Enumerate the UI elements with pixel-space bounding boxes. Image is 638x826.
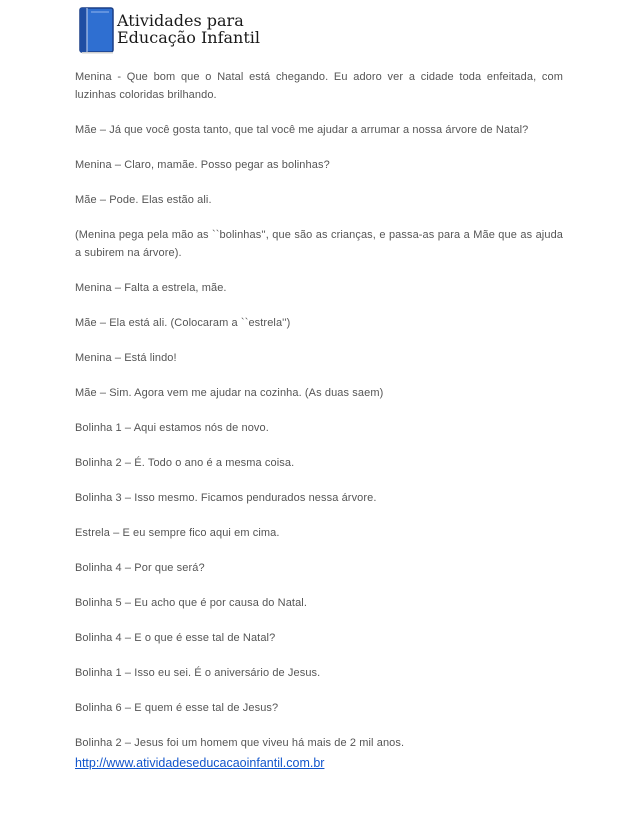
footer-website-link[interactable]: http://www.atividadeseducacaoinfantil.com.br <box>75 756 325 770</box>
paragraph: Estrela – E eu sempre fico aqui em cima. <box>75 527 280 539</box>
paragraph: Bolinha 2 – Jesus foi um homem que viveu há mais de 2 mil anos. <box>75 737 405 749</box>
paragraph: Bolinha 1 – Isso eu sei. É o aniversário de Jesus. <box>75 667 321 679</box>
paragraph: Bolinha 2 – É. Todo o ano é a mesma coisa. <box>75 457 295 469</box>
paragraph: Menina – Claro, mamãe. Posso pegar as bolinhas? <box>75 159 330 171</box>
paragraph: Mãe – Sim. Agora vem me ajudar na cozinha. (As duas saem) <box>75 387 384 399</box>
paragraph: Bolinha 5 – Eu acho que é por causa do Natal. <box>75 597 307 609</box>
paragraph: Bolinha 1 – Aqui estamos nós de novo. <box>75 422 269 434</box>
book-icon <box>77 6 115 54</box>
paragraph: Bolinha 4 – E o que é esse tal de Natal? <box>75 632 276 644</box>
paragraph: Mãe – Ela está ali. (Colocaram a ``estrela'') <box>75 317 291 329</box>
paragraph: Bolinha 3 – Isso mesmo. Ficamos pendurados nessa árvore. <box>75 492 377 504</box>
paragraph: Menina – Está lindo! <box>75 352 177 364</box>
paragraph: Bolinha 6 – E quem é esse tal de Jesus? <box>75 702 279 714</box>
paragraph: Mãe – Pode. Elas estão ali. <box>75 194 212 206</box>
paragraph: Mãe – Já que você gosta tanto, que tal você me ajudar a arrumar a nossa árvore de Natal? <box>75 124 529 136</box>
paragraph: Bolinha 4 – Por que será? <box>75 562 205 574</box>
site-logo <box>77 6 260 56</box>
logo-line-2: Educação Infantil <box>117 28 260 47</box>
paragraph: (Menina pega pela mão as ``bolinhas'', que são as crianças, e passa-as para a Mãe que as ajuda a subirem na árvore). <box>75 229 563 259</box>
document-body <box>75 68 563 752</box>
paragraph: Menina - Que bom que o Natal está chegando. Eu adoro ver a cidade toda enfeitada, com luzinhas coloridas brilhando. <box>75 71 563 101</box>
logo-line-1: Atividades para <box>117 11 244 30</box>
paragraph: Menina – Falta a estrela, mãe. <box>75 282 227 294</box>
logo-text <box>117 12 260 46</box>
